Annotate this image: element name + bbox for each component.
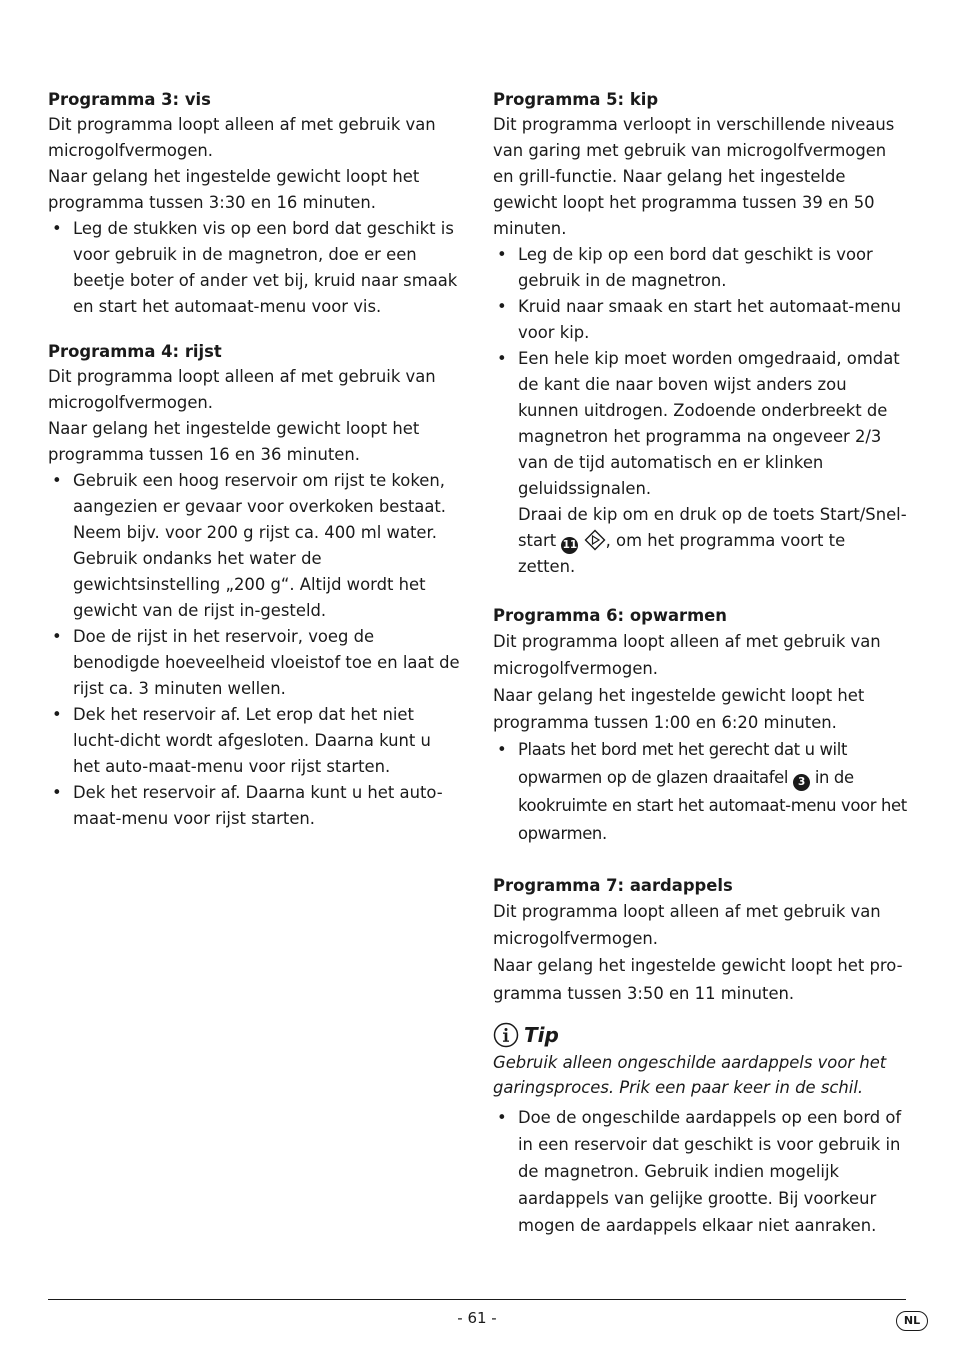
tip-heading: [493, 1022, 907, 1048]
section-programma-4: [48, 340, 462, 832]
list-item-text: Plaats het bord met het gerecht dat u wilt opwarmen op de glazen draaitafel: [518, 740, 848, 787]
reference-number-badge: 3: [793, 774, 810, 791]
tip-label: Tip: [524, 1023, 559, 1047]
footer-rule: [48, 1299, 906, 1300]
bullet-list: [493, 736, 907, 848]
paragraph: Naar gelang het ingestelde gewicht loopt het programma tussen 3:30 en 16 minuten.: [48, 167, 420, 212]
section-programma-6: [493, 604, 907, 848]
section-programma-7: [493, 874, 907, 1239]
page-number: - 61 -: [457, 1309, 497, 1327]
reference-number-badge: 11: [561, 537, 578, 554]
list-item: [493, 736, 907, 848]
list-item-text: Een hele kip moet worden omgedraaid, omdat de kant die naar boven wijst anders zou kunnen uitdrogen. Zodoende onderbreekt de magnetron het programma na ongeveer 2/3 van de tijd automatisch en er klinken geluidssignalen.: [518, 349, 900, 498]
bullet-list: [493, 1104, 907, 1239]
paragraph: Dit programma verloopt in verschillende niveaus van garing met gebruik van microgolfvermogen en grill-functie. Naar gelang het ingestelde gewicht loopt het programma tussen 39 en 50 minuten.: [493, 115, 895, 238]
paragraph: Dit programma loopt alleen af met gebruik van microgolfvermogen.: [493, 632, 881, 678]
list-item: • Dek het reservoir af. Let erop dat het niet lucht-dicht wordt afgesloten. Daarna kunt u het auto-maat-menu voor rijst starten.: [48, 702, 462, 780]
section-title: Programma 5: kip: [493, 90, 659, 109]
bullet-list: [493, 242, 907, 580]
section-title: Programma 3: vis: [48, 90, 211, 109]
bullet-list: [48, 216, 462, 320]
right-column: [493, 88, 907, 1259]
section-title: Programma 7: aardappels: [493, 876, 733, 895]
section-programma-3: [48, 88, 462, 320]
list-item: • Leg de kip op een bord dat geschikt is voor gebruik in de magnetron.: [493, 242, 907, 294]
list-item: • Leg de stukken vis op een bord dat geschikt is voor gebruik in de magnetron, doe er een beetje boter of ander vet bij, kruid naar smaak en start het automaat-menu voor vis.: [48, 216, 462, 320]
list-item-text: Draai de kip om en druk op de toets Start/Snel-start: [518, 505, 907, 550]
section-title: Programma 6: opwarmen: [493, 606, 727, 625]
left-column: [48, 88, 462, 852]
section-programma-5: [493, 88, 907, 580]
start-diamond-icon: [584, 529, 606, 551]
tip-text: Gebruik alleen ongeschilde aardappels voor het garingsproces. Prik een paar keer in de schil.: [493, 1053, 887, 1097]
paragraph: Naar gelang het ingestelde gewicht loopt het programma tussen 1:00 en 6:20 minuten.: [493, 686, 865, 732]
list-item: • Doe de rijst in het reservoir, voeg de benodigde hoeveelheid vloeistof toe en laat de rijst ca. 3 minuten wellen.: [48, 624, 462, 702]
list-item: [493, 346, 907, 580]
list-item-text: , om het programma voort te zetten.: [518, 531, 846, 576]
info-icon: [493, 1022, 519, 1048]
paragraph: Naar gelang het ingestelde gewicht loopt het programma tussen 16 en 36 minuten.: [48, 419, 420, 464]
list-item: • Doe de ongeschilde aardappels op een bord of in een reservoir dat geschikt is voor gebruik in de magnetron. Gebruik indien mogelijk aardappels van gelijke grootte. Bij voorkeur mogen de aardappels elkaar niet aanraken.: [493, 1104, 907, 1239]
list-item: • Dek het reservoir af. Daarna kunt u het auto-maat-menu voor rijst starten.: [48, 780, 462, 832]
list-item: • Kruid naar smaak en start het automaat-menu voor kip.: [493, 294, 907, 346]
bullet-list: [48, 468, 462, 832]
language-badge: NL: [896, 1311, 928, 1331]
list-item-text: in de kookruimte en start het automaat-menu voor het opwarmen.: [518, 768, 907, 843]
section-title: Programma 4: rijst: [48, 342, 222, 361]
paragraph: Naar gelang het ingestelde gewicht loopt het pro-gramma tussen 3:50 en 11 minuten.: [493, 956, 903, 1003]
paragraph: Dit programma loopt alleen af met gebruik van microgolfvermogen.: [48, 115, 436, 160]
paragraph: Dit programma loopt alleen af met gebruik van microgolfvermogen.: [48, 367, 436, 412]
list-item: • Gebruik een hoog reservoir om rijst te koken, aangezien er gevaar voor overkoken bestaat. Neem bijv. voor 200 g rijst ca. 400 ml water. Gebruik ondanks het water de gewichtsinstelling „200 g“. Altijd wordt het gewicht van de rijst in-gesteld.: [48, 468, 462, 624]
paragraph: Dit programma loopt alleen af met gebruik van microgolfvermogen.: [493, 902, 881, 948]
